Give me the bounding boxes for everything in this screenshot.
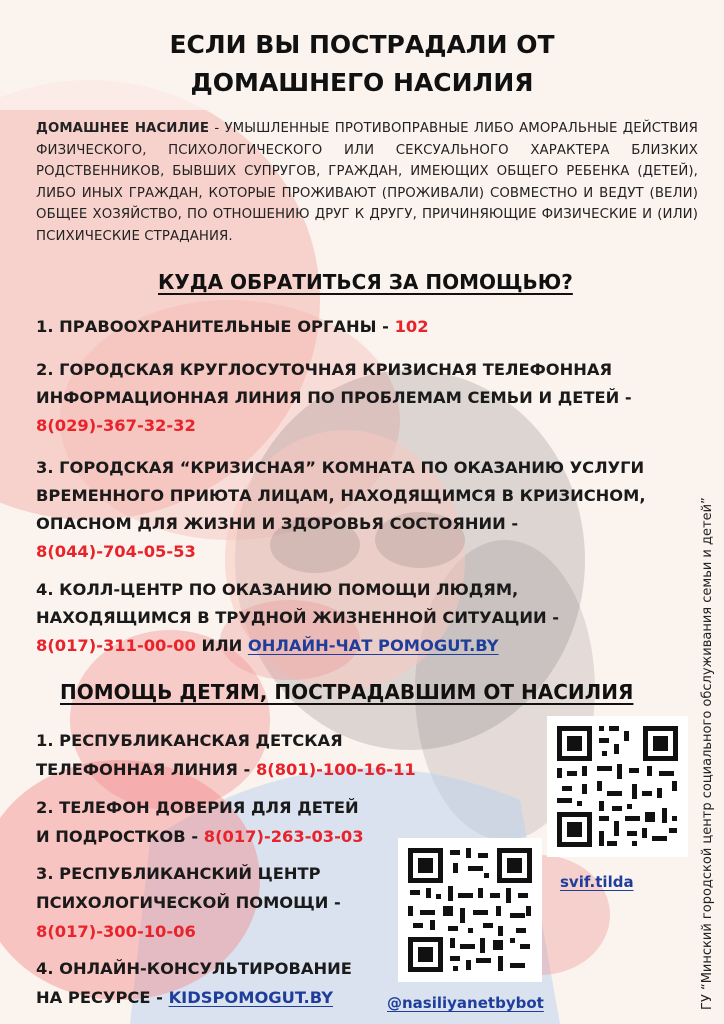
- help-item-text: ОПАСНОМ ДЛЯ ЖИЗНИ И ЗДОРОВЬЯ СОСТОЯНИИ -: [36, 514, 519, 533]
- svif-tilda-link[interactable]: svif.tilda: [560, 873, 634, 891]
- help-item-text: 2. ГОРОДСКАЯ КРУГЛОСУТОЧНАЯ КРИЗИСНАЯ ТЕЛЕФОННАЯ: [36, 360, 612, 379]
- phone-number[interactable]: 8(017)-311-00-00: [36, 636, 196, 655]
- help-item-1: [36, 313, 429, 341]
- help-item-4: [36, 576, 559, 660]
- kidspomogut-link[interactable]: KIDSPOMOGUT.BY: [168, 988, 334, 1007]
- kids-item-text: 1. РЕСПУБЛИКАНСКАЯ ДЕТСКАЯ: [36, 731, 343, 750]
- online-chat-link[interactable]: ОНЛАЙН-ЧАТ POMOGUT.BY: [247, 636, 499, 655]
- organization-side-text: ГУ “Минский городской центр социального обслуживания семьи и детей”: [700, 497, 715, 1010]
- help-item-text: НАХОДЯЩИМСЯ В ТРУДНОЙ ЖИЗНЕННОЙ СИТУАЦИИ -: [36, 608, 560, 627]
- phone-number[interactable]: 102: [394, 317, 429, 336]
- kids-item-text: ТЕЛЕФОННАЯ ЛИНИЯ -: [36, 760, 256, 779]
- help-item-text: 1. ПРАВООХРАНИТЕЛЬНЫЕ ОРГАНЫ -: [36, 317, 395, 336]
- phone-number[interactable]: 8(017)-300-10-06: [36, 922, 196, 941]
- help-item-text: ВРЕМЕННОГО ПРИЮТА ЛИЦАМ, НАХОДЯЩИМСЯ В КРИЗИСНОМ,: [36, 486, 646, 505]
- definition-text: - УМЫШЛЕННЫЕ ПРОТИВОПРАВНЫЕ ЛИБО АМОРАЛЬНЫЕ ДЕЙСТВИЯ ФИЗИЧЕСКОГО, ПСИХОЛОГИЧЕСКОГО ИЛИ СЕКСУАЛЬНОГО ХАРАКТЕРА БЛИЗКИХ РОДСТВЕННИКОВ, БЫВШИХ СУПРУГОВ, ГРАЖДАН, ИМЕЮЩИХ ОБЩЕГО РЕБЕНКА (ДЕТЕЙ), ЛИБО ИНЫХ ГРАЖДАН, КОТОРЫЕ ПРОЖИВАЮТ (ПРОЖИВАЛИ) СОВМЕСТНО И ВЕДУТ (ВЕЛИ) ОБЩЕЕ ХОЗЯЙСТВО, ПО ОТНОШЕНИЮ ДРУГ К ДРУГУ, ПРИЧИНЯЮЩИЕ ФИЗИЧЕСКИЕ И (ИЛИ) ПСИХИЧЕСКИЕ СТРАДАНИЯ.: [36, 121, 698, 244]
- kids-item-1: [36, 726, 416, 784]
- qr-code-icon: [398, 838, 542, 982]
- help-item-text: 3. ГОРОДСКАЯ “КРИЗИСНАЯ” КОМНАТА ПО ОКАЗАНИЮ УСЛУГИ: [36, 458, 645, 477]
- title-line-1: ЕСЛИ ВЫ ПОСТРАДАЛИ ОТ: [169, 30, 555, 59]
- kids-item-text: НА РЕСУРСЕ -: [36, 988, 169, 1007]
- qr-code-bot[interactable]: [398, 838, 542, 982]
- kids-item-2: [36, 793, 364, 851]
- kids-item-text: ПСИХОЛОГИЧЕСКОЙ ПОМОЩИ -: [36, 893, 341, 912]
- kids-item-text: И ПОДРОСТКОВ -: [36, 827, 204, 846]
- kids-item-text: 3. РЕСПУБЛИКАНСКИЙ ЦЕНТР: [36, 864, 321, 883]
- page-title: [60, 26, 664, 102]
- definition-paragraph: [36, 118, 698, 247]
- phone-number[interactable]: 8(801)-100-16-11: [255, 760, 416, 779]
- help-item-3: [36, 454, 646, 566]
- kids-heading: ПОМОЩЬ ДЕТЯМ, ПОСТРАДАВШИМ ОТ НАСИЛИЯ: [60, 680, 634, 704]
- telegram-bot-link[interactable]: @nasiliyanetbybot: [387, 994, 544, 1012]
- kids-item-text: 4. ОНЛАЙН-КОНСУЛЬТИРОВАНИЕ: [36, 959, 352, 978]
- help-item-text: ИНФОРМАЦИОННАЯ ЛИНИЯ ПО ПРОБЛЕМАМ СЕМЬИ И ДЕТЕЙ -: [36, 388, 632, 407]
- qr-code-svif[interactable]: [547, 716, 688, 857]
- title-line-2: ДОМАШНЕГО НАСИЛИЯ: [190, 68, 534, 97]
- kids-item-4: [36, 954, 352, 1012]
- phone-number[interactable]: 8(017)-263-03-03: [203, 827, 364, 846]
- kids-item-text: 2. ТЕЛЕФОН ДОВЕРИЯ ДЛЯ ДЕТЕЙ: [36, 798, 359, 817]
- help-heading: КУДА ОБРАТИТЬСЯ ЗА ПОМОЩЬЮ?: [158, 270, 573, 294]
- kids-item-3: [36, 859, 341, 946]
- phone-number[interactable]: 8(044)-704-05-53: [36, 542, 196, 561]
- help-item-2: [36, 356, 632, 440]
- help-item-text: 4. КОЛЛ-ЦЕНТР ПО ОКАЗАНИЮ ПОМОЩИ ЛЮДЯМ,: [36, 580, 519, 599]
- definition-term: ДОМАШНЕЕ НАСИЛИЕ: [36, 121, 210, 136]
- phone-number[interactable]: 8(029)-367-32-32: [36, 416, 196, 435]
- or-text: ИЛИ: [195, 636, 248, 655]
- qr-code-icon: [547, 716, 688, 857]
